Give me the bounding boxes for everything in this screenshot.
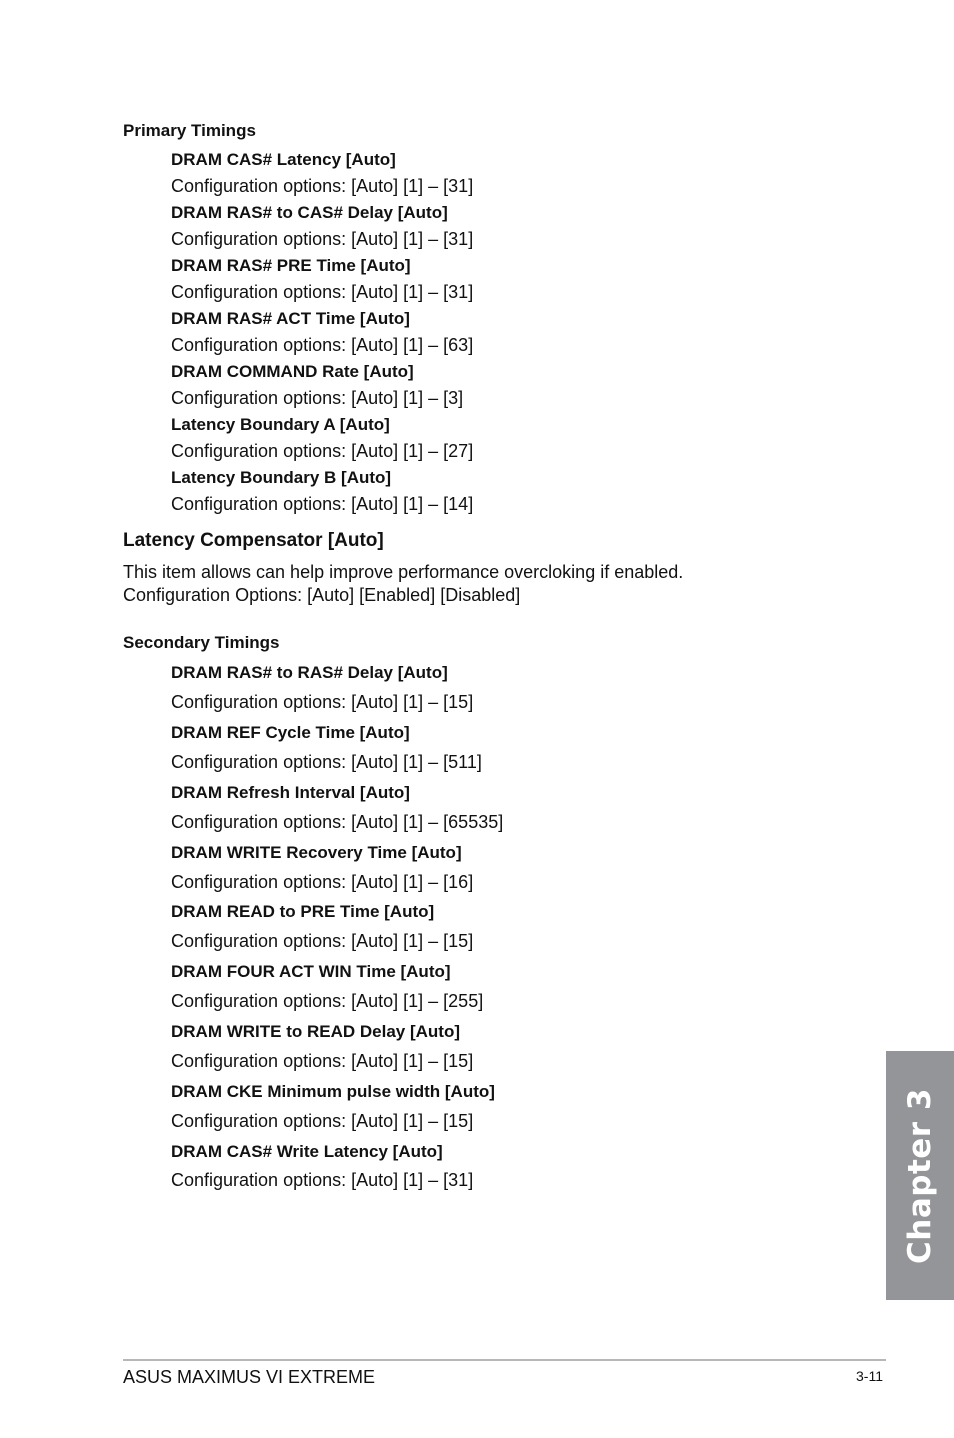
item-options: Configuration options: [Auto] [1] – [15]: [171, 692, 474, 712]
item-options: Configuration options: [Auto] [1] – [31]: [171, 282, 474, 302]
item-title: Latency Boundary A [Auto]: [171, 415, 390, 434]
compensator-options: Configuration Options: [Auto] [Enabled] [Disabled]: [123, 585, 521, 605]
item-title: DRAM REF Cycle Time [Auto]: [171, 723, 410, 742]
item-title: DRAM RAS# to CAS# Delay [Auto]: [171, 203, 448, 222]
item-options: Configuration options: [Auto] [1] – [31]: [171, 176, 474, 196]
footer-divider: [123, 1359, 886, 1361]
item-options: Configuration options: [Auto] [1] – [15]: [171, 1051, 474, 1071]
item-options: Configuration options: [Auto] [1] – [14]: [171, 494, 474, 514]
item-title: DRAM RAS# ACT Time [Auto]: [171, 309, 410, 328]
item-title: DRAM COMMAND Rate [Auto]: [171, 362, 414, 381]
item-title: DRAM WRITE Recovery Time [Auto]: [171, 843, 462, 862]
chapter-tab: [886, 1051, 954, 1300]
item-options: Configuration options: [Auto] [1] – [31]: [171, 1170, 474, 1190]
item-title: DRAM RAS# to RAS# Delay [Auto]: [171, 663, 448, 682]
item-options: Configuration options: [Auto] [1] – [255]: [171, 991, 484, 1011]
secondary-timings-heading: Secondary Timings: [123, 633, 280, 652]
item-options: Configuration options: [Auto] [1] – [3]: [171, 388, 464, 408]
item-title: DRAM FOUR ACT WIN Time [Auto]: [171, 962, 451, 981]
item-options: Configuration options: [Auto] [1] – [511]: [171, 752, 482, 772]
compensator-description: This item allows can help improve performance overcloking if enabled.: [123, 562, 684, 582]
latency-compensator-heading: Latency Compensator [Auto]: [123, 530, 384, 551]
item-options: Configuration options: [Auto] [1] – [63]: [171, 335, 474, 355]
chapter-label: Chapter 3: [902, 1087, 938, 1264]
item-title: DRAM CAS# Write Latency [Auto]: [171, 1142, 443, 1161]
primary-timings-heading: Primary Timings: [123, 121, 256, 140]
item-title: DRAM CAS# Latency [Auto]: [171, 150, 396, 169]
item-options: Configuration options: [Auto] [1] – [65535]: [171, 812, 504, 832]
page-number: 3-11: [856, 1368, 883, 1384]
item-title: DRAM RAS# PRE Time [Auto]: [171, 256, 411, 275]
footer-product-name: ASUS MAXIMUS VI EXTREME: [123, 1367, 376, 1387]
item-options: Configuration options: [Auto] [1] – [27]: [171, 441, 474, 461]
item-title: DRAM READ to PRE Time [Auto]: [171, 902, 435, 921]
item-options: Configuration options: [Auto] [1] – [31]: [171, 229, 474, 249]
item-title: DRAM CKE Minimum pulse width [Auto]: [171, 1082, 495, 1101]
item-options: Configuration options: [Auto] [1] – [16]: [171, 872, 474, 892]
item-title: DRAM Refresh Interval [Auto]: [171, 783, 410, 802]
item-title: DRAM WRITE to READ Delay [Auto]: [171, 1022, 460, 1041]
item-options: Configuration options: [Auto] [1] – [15]: [171, 1111, 474, 1131]
item-options: Configuration options: [Auto] [1] – [15]: [171, 931, 474, 951]
item-title: Latency Boundary B [Auto]: [171, 468, 392, 487]
